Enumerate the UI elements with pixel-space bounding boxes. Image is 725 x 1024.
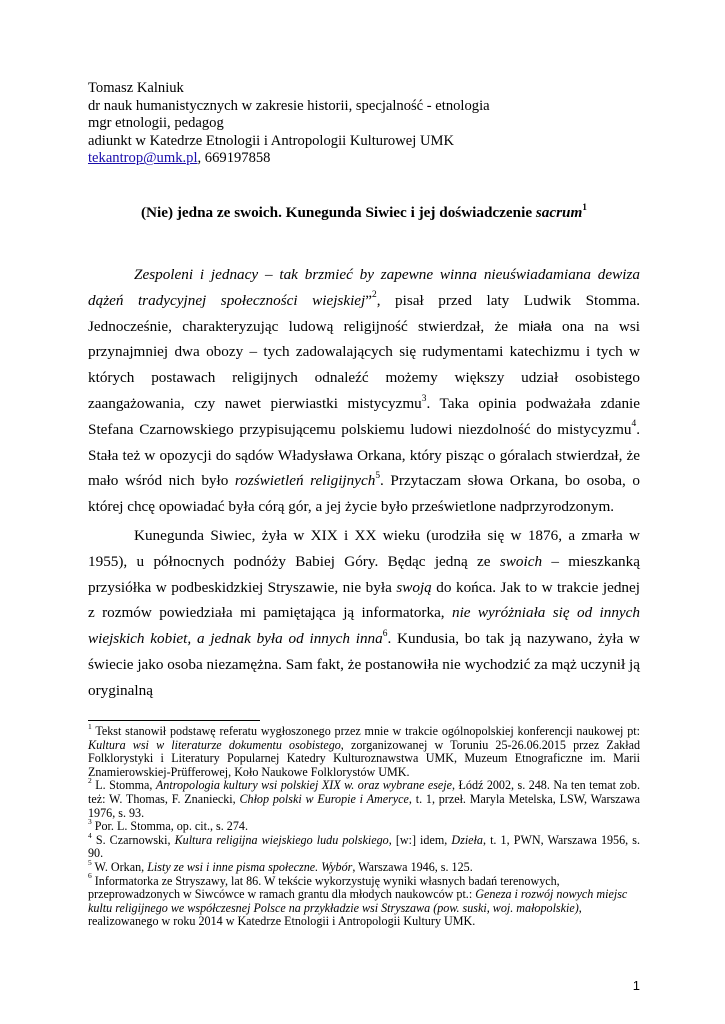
author-name: Tomasz Kalniuk — [88, 80, 184, 96]
footnote-4: $^4$ S. Czarnowski, Kultura religijna wiejskiego ludu polskiego, [w:] idem, Dzieła, t. 1, PWN, Warszawa 1956, s. 90. — [88, 830, 640, 861]
paragraph-1: Zespoleni i jednacy – tak brzmieć by zapewne winna nieuświadamiana dewiza dążeń tradycyjnej społeczności wiejskiej”$^2$, pisał przed laty Ludwik Stomma. Jednocześnie, charakteryzując ludową religijność stwierdzał, że miała ona na wsi przynajmniej dwa obozy – tych zadowalających się rudymentami katechizmu i tych w których postawach religijnych odnaleźć możemy większy udział osobistego zaangażowania, czy nawet pierwiastki mistycyzmu$^3$. Taka opinia podważała zdanie Stefana Czarnowskiego przypisującemu polskiemu ludowi niezdolność do mistycyzmu$^4$. Stała też w opozycji do sądów Władysława Orkana, który pisząc o góralach stwierdzał, że mało wśród nich było rozświetleń religijnych$^5$. Przytaczam słowa Orkana, bo osoba, o której chcę opowiadać była córą gór, a jej życie było prześwietlone nadprzyrodzonym. — [88, 266, 641, 516]
author-degree: dr nauk humanistycznych w zakresie historii, specjalność - etnologia — [88, 97, 490, 114]
author-position: adiunkt w Katedrze Etnologii i Antropologii Kulturowej UMK — [88, 132, 455, 149]
author-contact — [88, 150, 648, 168]
footnote-ref[interactable]: 1 — [582, 202, 587, 213]
author-block — [88, 80, 648, 168]
footnote-1: $^1$ Tekst stanowił podstawę referatu wygłoszonego przez mnie w trakcie ogólnopolskiej konferencji naukowej pt: Kultura wsi w literaturze dokumentu osobistego, zorganizowanej w Toruniu 25-26.06.2015 przez Zakład Folklorystyki i Literatury Popularnej Katedry Kulturoznawstwa UMK, Muzeum Etnograficzne im. Marii Znamierowskiej-Prüfferowej, Koło Naukowe Folklorystów UMK. — [88, 721, 641, 779]
author-qualifications: mgr etnologii, pedagog — [88, 115, 224, 132]
footnote-ref[interactable]: 5 — [375, 470, 381, 481]
footnote-6: $^6$ Informatorka ze Stryszawy, lat 86. W tekście wykorzystuję wyniki własnych badań terenowych, przeprowadzonych w Siwcówce w ramach grantu dla młodych naukowców pt.: Geneza i rozwój nowych miejsc kultu religijnego we współczesnej Polsce na przykładzie wsi Stryszawa (pow. suski, woj. małopolskie), realizowanego w roku 2014 w Katedrze Etnologii i Antropologii Kultury UMK. — [88, 871, 628, 929]
footnote-ref[interactable]: 4 — [631, 419, 637, 430]
footnote-ref[interactable]: 6 — [382, 628, 388, 639]
article-title: (Nie) jedna ze swoich. Kunegunda Siwiec i jej doświadczenie sacrum$^1$ — [141, 202, 587, 221]
footnotes — [88, 721, 641, 929]
footnote-3: $^3$ Por. L. Stomma, op. cit., s. 274. — [88, 817, 248, 834]
footnote-ref[interactable]: 2 — [372, 290, 377, 301]
footnote-separator — [88, 720, 260, 721]
phone-number: , 669197858 — [197, 150, 271, 167]
page-number: 1 — [632, 978, 640, 993]
footnote-2: $^2$ L. Stomma, Antropologia kultury wsi polskiej XIX w. oraz wybrane eseje, Łódź 2002, s. 248. Na ten temat zob. też: W. Thomas, F. Znaniecki, Chłop polski w Europie i Ameryce, t. 1, przeł. Maryla Metelska, LSW, Warszawa 1976, s. 93. — [88, 776, 641, 820]
footnote-5: $^5$ W. Orkan, Listy ze wsi i inne pisma społeczne. Wybór, Warszawa 1946, s. 125. — [88, 857, 473, 874]
footnote-ref[interactable]: 3 — [421, 393, 427, 404]
email-link[interactable]: tekantrop@umk.pl — [88, 150, 198, 167]
title-italic: sacrum — [535, 204, 583, 221]
paragraph-2: Kunegunda Siwiec, żyła w XIX i XX wieku (urodziła się w 1876, a zmarła w 1955), u północnych podnóży Babiej Góry. Będąc jedną ze swoich – mieszkanką przysiółka w podbeskidzkiej Stryszawie, nie była swoją do końca. Jak to w trakcie jednej z rozmów powiedziała mi pamiętająca ją informatorka, nie wyróżniała się od innych wiejskich kobiet, a jednak była od innych inna$^6$. Kundusia, bo tak ją nazywano, żyła w świecie jako osoba niezamężna. Sam fakt, że postanowiła nie wychodzić za mąż uczynił ją oryginalną — [88, 527, 641, 699]
